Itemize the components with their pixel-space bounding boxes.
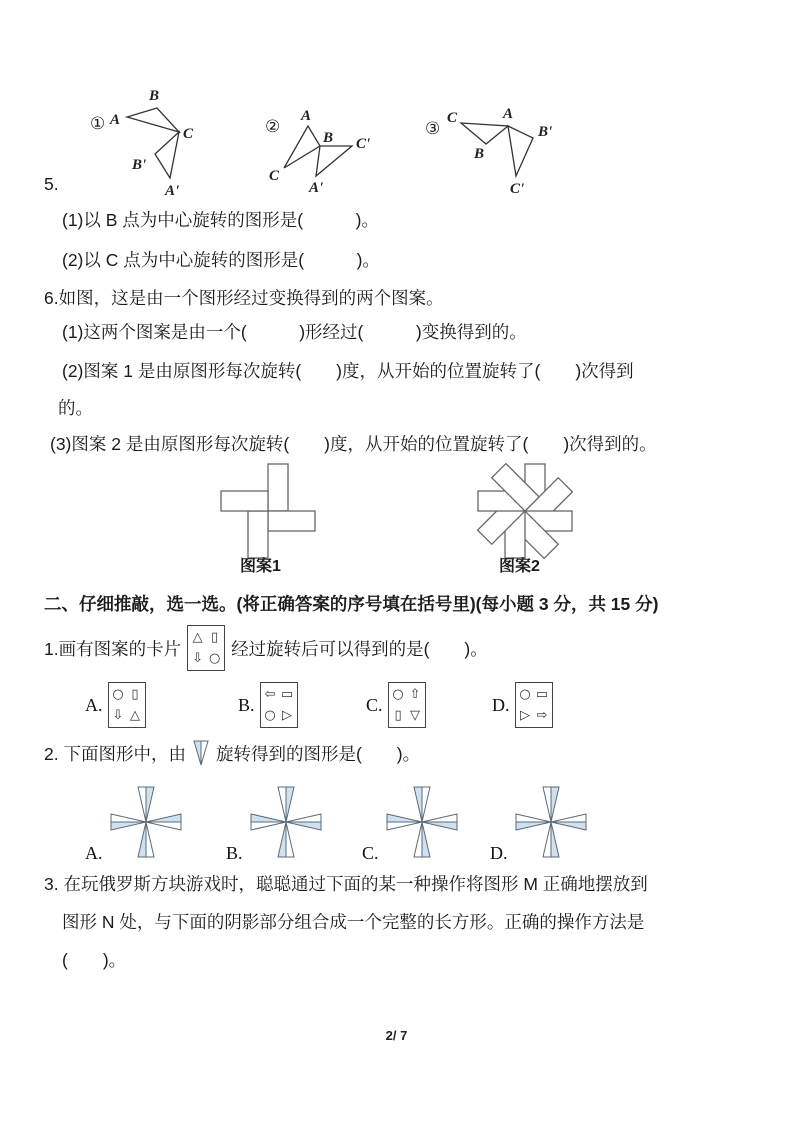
- card-glyph: ○: [519, 687, 531, 702]
- pinwheel-option-a-icon: [107, 780, 185, 864]
- pattern2-pinwheel-figure: [450, 459, 600, 563]
- q3-line1: 3. 在玩俄罗斯方块游戏时，聪聪通过下面的某一种操作将图形 M 正确地摆放到: [44, 874, 648, 894]
- q1-option-d: [492, 682, 553, 728]
- q5-part1: (1)以 B 点为中心旋转的图形是( )。: [62, 210, 379, 230]
- rotation-figure-3: [416, 96, 576, 204]
- card-glyph: △: [130, 708, 140, 723]
- card-glyph: ○: [392, 687, 404, 702]
- label-A: A: [301, 108, 312, 124]
- option-letter: B.: [226, 843, 243, 863]
- label-B: B: [323, 130, 334, 146]
- card-glyph: ▯: [394, 708, 402, 723]
- card-glyph: ⇨: [536, 708, 548, 723]
- triangle-A'B'C: [155, 132, 179, 178]
- card-option-b-icon: [260, 682, 298, 728]
- card-option-d-icon: [515, 682, 553, 728]
- card-glyph: ▯: [131, 687, 139, 702]
- q2-option-b: [226, 780, 325, 864]
- q2-option-d: [490, 780, 590, 864]
- pattern1-pinwheel-figure: [206, 461, 330, 561]
- q2-text-pre: 2. 下面图形中，由: [44, 743, 186, 764]
- q1-option-b: [238, 682, 298, 728]
- petal-icon: [192, 738, 210, 768]
- q1-option-a: [85, 682, 146, 728]
- figure2-number: ②: [265, 117, 281, 137]
- q3-line3: ( )。: [62, 950, 127, 970]
- label-C: C: [183, 126, 194, 142]
- rotation-figure-1: [82, 85, 217, 200]
- q1-text-pre: 1.画有图案的卡片: [44, 638, 182, 659]
- label-C-prime: C': [510, 181, 525, 197]
- label-C: C: [269, 168, 280, 184]
- triangle-ABC: [284, 126, 320, 168]
- q6-part2: (2)图案 1 是由原图形每次旋转( )度，从开始的位置旋转了( )次得到: [62, 361, 634, 381]
- triangle-AB'C': [508, 126, 533, 176]
- option-letter: C.: [366, 694, 383, 715]
- option-letter: A.: [85, 694, 103, 715]
- label-A: A: [503, 106, 514, 122]
- pinwheel-option-b-icon: [247, 780, 325, 864]
- label-B-prime: B': [538, 124, 553, 140]
- card-icon: [187, 625, 225, 671]
- card-glyph: ▭: [280, 687, 294, 702]
- card-glyph: ○: [112, 687, 124, 702]
- page-number: 2/ 7: [385, 1028, 408, 1043]
- card-glyph-triangle: △: [192, 630, 203, 645]
- option-letter: D.: [490, 843, 508, 863]
- label-B: B: [474, 146, 485, 162]
- pinwheel-option-d-icon: [512, 780, 590, 864]
- q6-part1: (1)这两个图案是由一个( )形经过( )变换得到的。: [62, 322, 527, 342]
- card-glyph: ⇦: [264, 687, 276, 702]
- q2-option-a: [85, 780, 185, 864]
- card-glyph: ⇧: [409, 687, 421, 702]
- label-A: A: [110, 112, 121, 128]
- q1-text-post: 经过旋转后可以得到的是( )。: [231, 638, 488, 659]
- card-glyph: ○: [264, 708, 276, 723]
- label-C-prime: C': [356, 136, 371, 152]
- card-glyph-rect: ▯: [211, 630, 219, 645]
- option-letter: B.: [238, 694, 255, 715]
- label-A-prime: A': [309, 180, 324, 196]
- q1-stem: [44, 622, 488, 674]
- figure1-number: ①: [90, 114, 106, 134]
- triangle-CAB: [461, 123, 508, 144]
- pattern1-label: 图案1: [240, 558, 281, 575]
- label-C: C: [447, 110, 458, 126]
- option-letter: D.: [492, 694, 510, 715]
- card-option-c-icon: [388, 682, 426, 728]
- q2-text-post: 旋转得到的图形是( )。: [215, 743, 421, 764]
- q5-number: 5.: [44, 174, 59, 194]
- card-glyph-circle: ○: [208, 651, 221, 666]
- card-glyph: ▽: [410, 708, 421, 723]
- pinwheel-option-c-icon: [383, 780, 461, 864]
- q6-intro: 6.如图，这是由一个图形经过变换得到的两个图案。: [44, 288, 444, 308]
- pattern2-label: 图案2: [499, 558, 540, 575]
- card-glyph-down-arrow: ⇩: [192, 651, 204, 666]
- label-A-prime: A': [165, 183, 180, 199]
- label-B: B: [149, 88, 160, 104]
- option-letter: C.: [362, 843, 379, 863]
- card-option-a-icon: [108, 682, 146, 728]
- section2-heading: 二、仔细推敲，选一选。(将正确答案的序号填在括号里)(每小题 3 分，共 15 分): [44, 594, 659, 614]
- q6-part3: (3)图案 2 是由原图形每次旋转( )度，从开始的位置旋转了( )次得到的。: [50, 434, 657, 454]
- triangle-ABC: [127, 108, 179, 132]
- q2-stem: [44, 734, 420, 772]
- q1-option-c: [366, 682, 426, 728]
- rotation-figure-2: [256, 96, 396, 198]
- q6-part2-cont: 的。: [58, 398, 93, 418]
- q2-option-c: [362, 780, 461, 864]
- card-glyph: ▭: [535, 687, 549, 702]
- q3-line2: 图形 N 处，与下面的阴影部分组合成一个完整的长方形。正确的操作方法是: [62, 912, 645, 932]
- card-glyph: ▷: [520, 708, 530, 723]
- triangle-A'BC': [316, 146, 352, 176]
- card-glyph: ⇩: [112, 708, 124, 723]
- label-B-prime: B': [132, 157, 147, 173]
- card-glyph: ▷: [282, 708, 293, 723]
- q5-part2: (2)以 C 点为中心旋转的图形是( )。: [62, 250, 380, 270]
- option-letter: A.: [85, 843, 103, 863]
- figure3-number: ③: [425, 119, 441, 139]
